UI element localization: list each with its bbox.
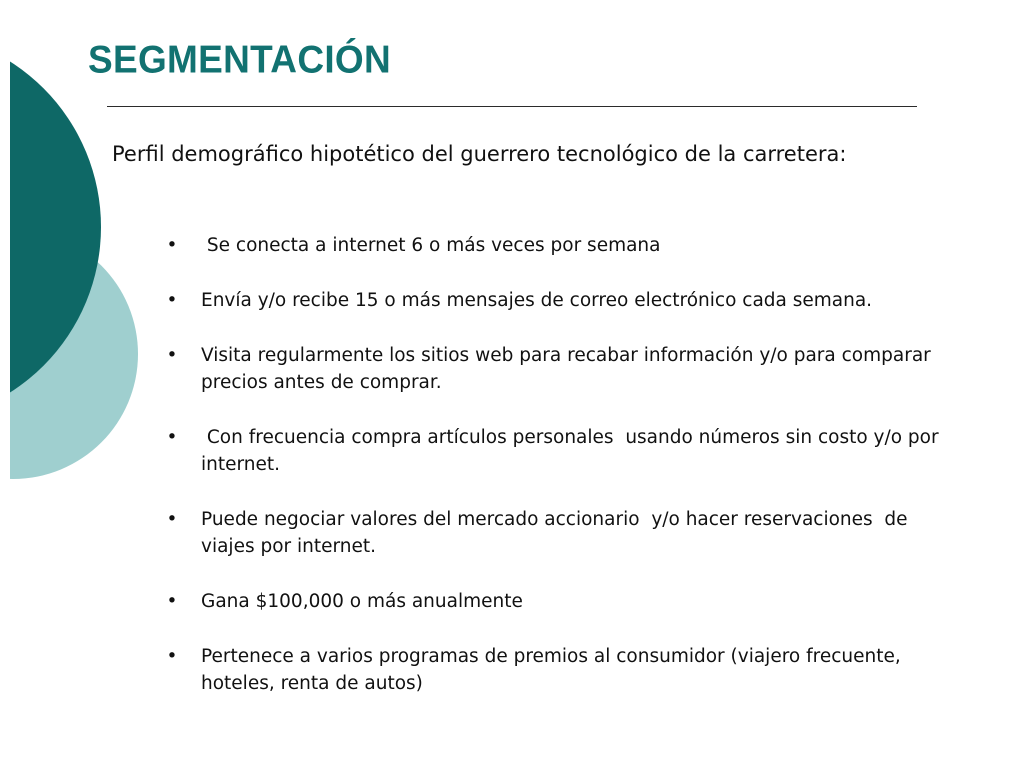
bullet-item: [165, 424, 965, 478]
title-underline: [107, 106, 917, 107]
bullet-dot-icon: •: [166, 345, 178, 366]
bullet-dot-icon: •: [166, 591, 178, 612]
bullet-item: [165, 506, 965, 560]
bullet-text: Visita regularmente los sitios web para recabar información y/o para comparar precios antes de comprar.: [201, 345, 937, 393]
bullet-text: Se conecta a internet 6 o más veces por semana: [201, 235, 661, 256]
bullet-item: [165, 643, 965, 697]
bullet-dot-icon: •: [166, 646, 178, 667]
decorative-circles: [0, 0, 150, 768]
bullet-item: [165, 287, 965, 314]
slide-title: SEGMENTACIÓN: [88, 38, 392, 81]
left-margin-strip: [0, 0, 10, 768]
bullet-text: Envía y/o recibe 15 o más mensajes de correo electrónico cada semana.: [201, 290, 873, 311]
bullet-list: [165, 232, 965, 725]
intro-paragraph: Perfil demográfico hipotético del guerrero tecnológico de la carretera:: [112, 142, 847, 166]
bullet-text: Puede negociar valores del mercado accionario y/o hacer reservaciones de viajes por internet.: [201, 509, 914, 557]
bullet-text: Con frecuencia compra artículos personales usando números sin costo y/o por internet.: [201, 427, 945, 475]
bullet-item: [165, 588, 965, 615]
bullet-dot-icon: •: [166, 427, 178, 448]
bullet-dot-icon: •: [166, 290, 178, 311]
bullet-item: [165, 342, 965, 396]
bullet-text: Pertenece a varios programas de premios al consumidor (viajero frecuente, hoteles, renta de autos): [201, 646, 907, 694]
bullet-text: Gana $100,000 o más anualmente: [201, 591, 523, 612]
bullet-item: [165, 232, 965, 259]
bullet-dot-icon: •: [166, 235, 178, 256]
bullet-dot-icon: •: [166, 509, 178, 530]
